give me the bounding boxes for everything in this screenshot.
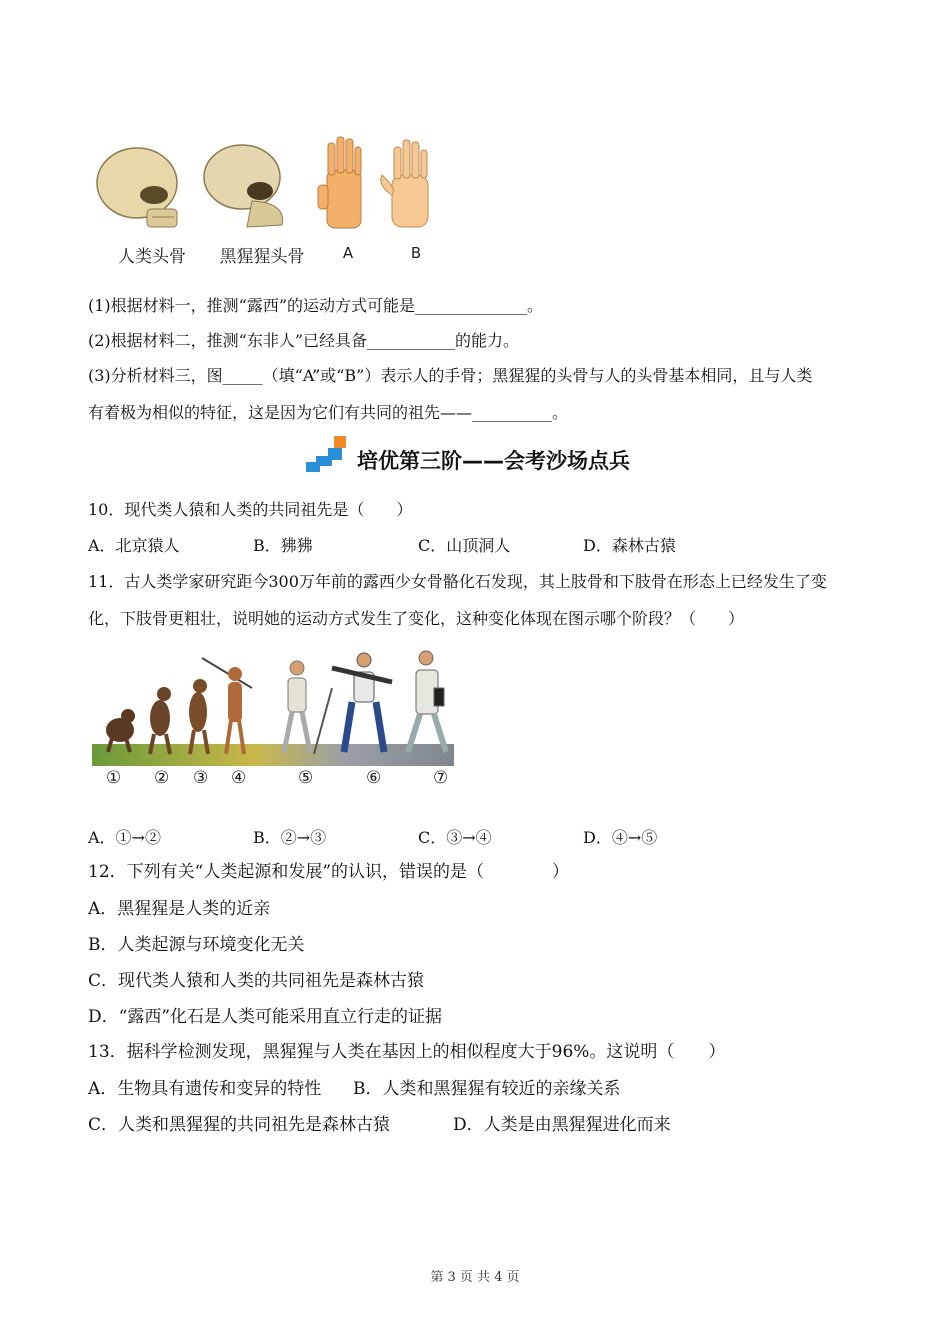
q10-option-d: D．森林古猿 (583, 536, 676, 555)
skull-hand-illustration (92, 135, 442, 235)
caption-chimpanzee-skull: 黑猩猩头骨 (219, 247, 305, 267)
caption-human-skull: 人类头骨 (118, 247, 186, 267)
q10-option-a: A．北京猿人 (88, 536, 180, 555)
stage-label-4: ④ (231, 768, 247, 788)
stage-label-3: ③ (193, 768, 209, 788)
q11-option-a: A．①→② (88, 828, 161, 847)
hand-a-image (318, 137, 361, 228)
hand-b-image (381, 140, 428, 227)
q13-stem: 13．据科学检测发现，黑猩猩与人类在基因上的相似程度大于96%。这说明（ ） (88, 1042, 726, 1062)
stage-label-5: ⑤ (298, 768, 314, 788)
q9-sub3-line2: 有着极为相似的特征，这是因为它们有共同的祖先——__________。 (88, 403, 569, 422)
caption-hand-b: B (410, 244, 422, 262)
q9-sub3-line1: (3)分析材料三，图_____（填“A”或“B”）表示人的手骨；黑猩猩的头骨与人的头骨基本相同，且与人类 (88, 366, 813, 385)
q11-option-d: D．④→⑤ (583, 828, 658, 847)
human-skull-image (97, 148, 177, 227)
q11-option-c: C．③→④ (418, 828, 492, 847)
q12-option-d: D．“露西”化石是人类可能采用直立行走的证据 (88, 1007, 443, 1027)
section-title: 培优第三阶——会考沙场点兵 (357, 449, 630, 473)
q9-sub1: (1)根据材料一，推测“露西”的运动方式可能是______________。 (88, 296, 544, 315)
q12-option-b: B．人类起源与环境变化无关 (88, 935, 305, 955)
stage-label-1: ① (106, 768, 122, 788)
chimpanzee-skull-image (204, 145, 283, 227)
q11-option-b: B．②→③ (253, 828, 327, 847)
caption-hand-a: A (342, 244, 354, 262)
q13-option-a: A．生物具有遗传和变异的特性 (88, 1079, 322, 1099)
q10-stem: 10．现代类人猿和人类的共同祖先是（ ） (88, 500, 413, 519)
section-logo-icon (306, 436, 354, 474)
page-footer: 第 3 页 共 4 页 (430, 1270, 520, 1285)
q10-option-c: C．山顶洞人 (418, 536, 511, 555)
q10-option-b: B．狒狒 (253, 536, 313, 555)
stage-label-7: ⑦ (433, 768, 449, 788)
q12-stem: 12．下列有关“人类起源和发展”的认识，错误的是（ ） (88, 862, 570, 882)
q11-stem-line2: 化，下肢骨更粗壮，说明她的运动方式发生了变化，这种变化体现在图示哪个阶段？（ ） (88, 609, 745, 628)
evolution-illustration (92, 648, 454, 766)
q13-option-d: D．人类是由黑猩猩进化而来 (453, 1115, 671, 1135)
q9-sub2: (2)根据材料二，推测“东非人”已经具备___________的能力。 (88, 331, 520, 350)
q13-option-b: B．人类和黑猩猩有较近的亲缘关系 (353, 1079, 621, 1099)
stage-label-6: ⑥ (366, 768, 382, 788)
stage-label-2: ② (154, 768, 170, 788)
q12-option-a: A．黑猩猩是人类的近亲 (88, 899, 271, 919)
q11-stem-line1: 11．古人类学家研究距今300万年前的露西少女骨骼化石发现，其上肢骨和下肢骨在形态上已经发生了变 (88, 572, 827, 591)
q13-option-c: C．人类和黑猩猩的共同祖先是森林古猿 (88, 1115, 391, 1135)
q12-option-c: C．现代类人猿和人类的共同祖先是森林古猿 (88, 971, 425, 991)
